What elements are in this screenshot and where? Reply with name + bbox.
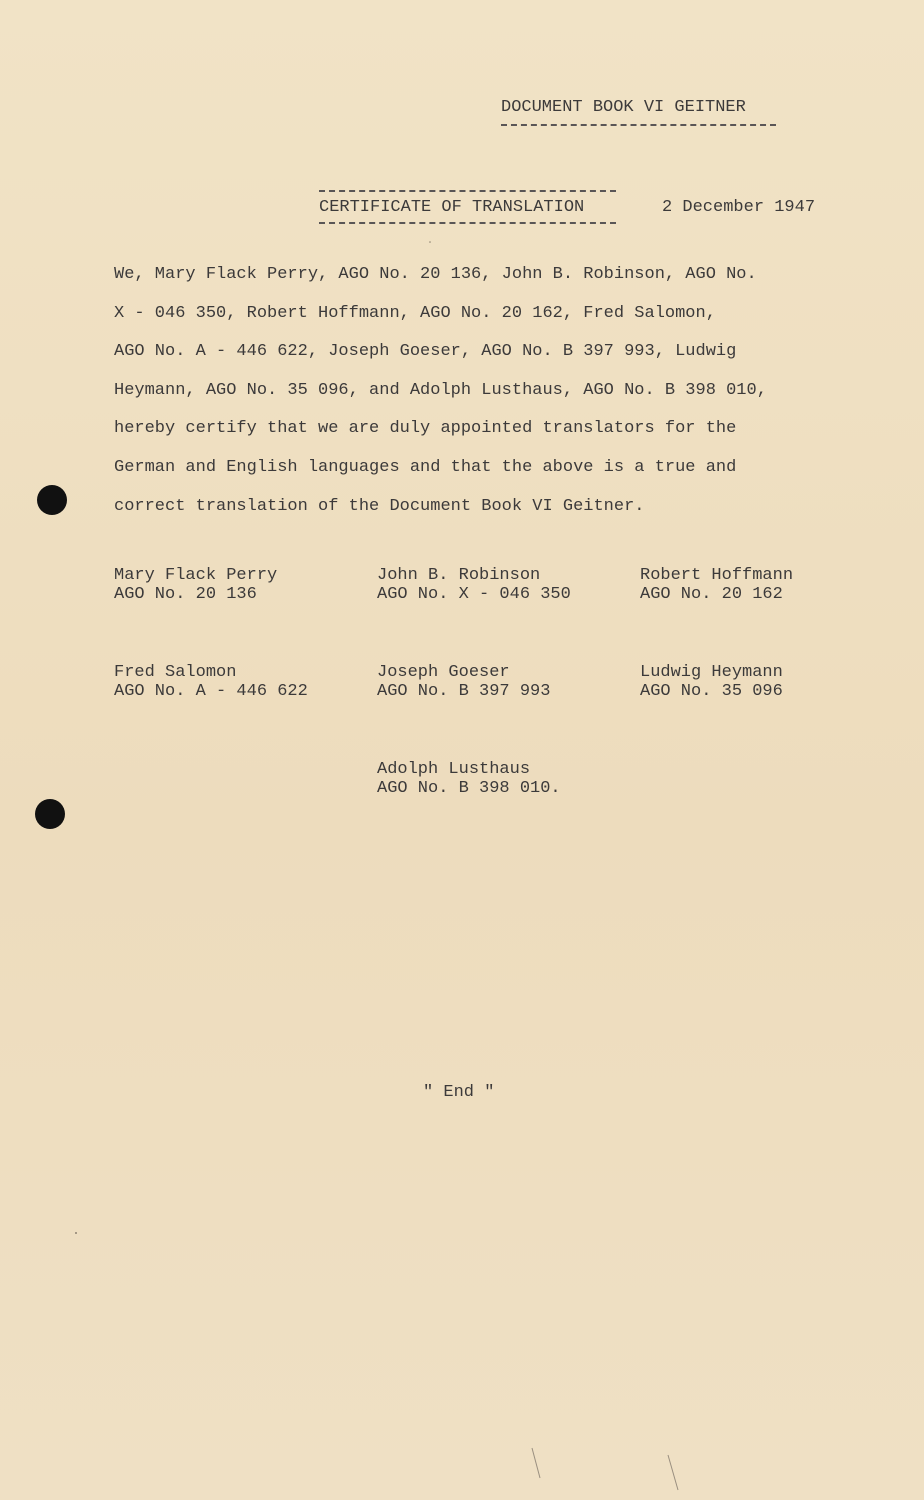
paragraph-line: We, Mary Flack Perry, AGO No. 20 136, John B. Robinson, AGO No. bbox=[114, 265, 757, 284]
signatory-name: Joseph Goeser bbox=[377, 663, 510, 682]
certificate-date: 2 December 1947 bbox=[662, 198, 816, 217]
paragraph-line: German and English languages and that the above is a true and bbox=[114, 457, 737, 477]
certificate-title: CERTIFICATE OF TRANSLATION bbox=[319, 198, 585, 217]
document-book-header: DOCUMENT BOOK VI GEITNER bbox=[501, 98, 746, 117]
signatory-name: John B. Robinson bbox=[377, 566, 541, 585]
paragraph-line: AGO No. A - 446 622, Joseph Goeser, AGO No. B 397 993, Ludwig bbox=[114, 342, 737, 362]
signatory-name: Ludwig Heymann bbox=[640, 663, 783, 682]
paragraph-line: correct translation of the Document Book VI Geitner. bbox=[114, 496, 645, 516]
paper-speck bbox=[429, 241, 431, 243]
signatory-ago: AGO No. B 398 010. bbox=[377, 779, 561, 798]
signatory-name: Mary Flack Perry bbox=[114, 566, 278, 585]
signatory-name: Fred Salomon bbox=[114, 663, 237, 682]
paragraph-line: hereby certify that we are duly appointed translators for the bbox=[114, 419, 737, 439]
signatory-name: Adolph Lusthaus bbox=[377, 760, 531, 779]
signatory-ago: AGO No. 20 162 bbox=[640, 585, 783, 604]
signatory-ago: AGO No. A - 446 622 bbox=[114, 682, 308, 701]
paper-speck bbox=[75, 1232, 77, 1234]
end-marker: " End " bbox=[423, 1083, 495, 1102]
signatory-ago: AGO No. B 397 993 bbox=[377, 682, 551, 701]
signatory-ago: AGO No. 20 136 bbox=[114, 585, 257, 604]
signatory-name: Robert Hoffmann bbox=[640, 566, 794, 585]
paper-scratch bbox=[532, 1448, 540, 1478]
signatory-ago: AGO No. 35 096 bbox=[640, 682, 783, 701]
paragraph-line: X - 046 350, Robert Hoffmann, AGO No. 20 162, Fred Salomon, bbox=[114, 303, 716, 323]
signatory-ago: AGO No. X - 046 350 bbox=[377, 585, 571, 604]
paper-scratch bbox=[668, 1455, 678, 1490]
paragraph-line: Heymann, AGO No. 35 096, and Adolph Lusthaus, AGO No. B 398 010, bbox=[114, 380, 767, 400]
